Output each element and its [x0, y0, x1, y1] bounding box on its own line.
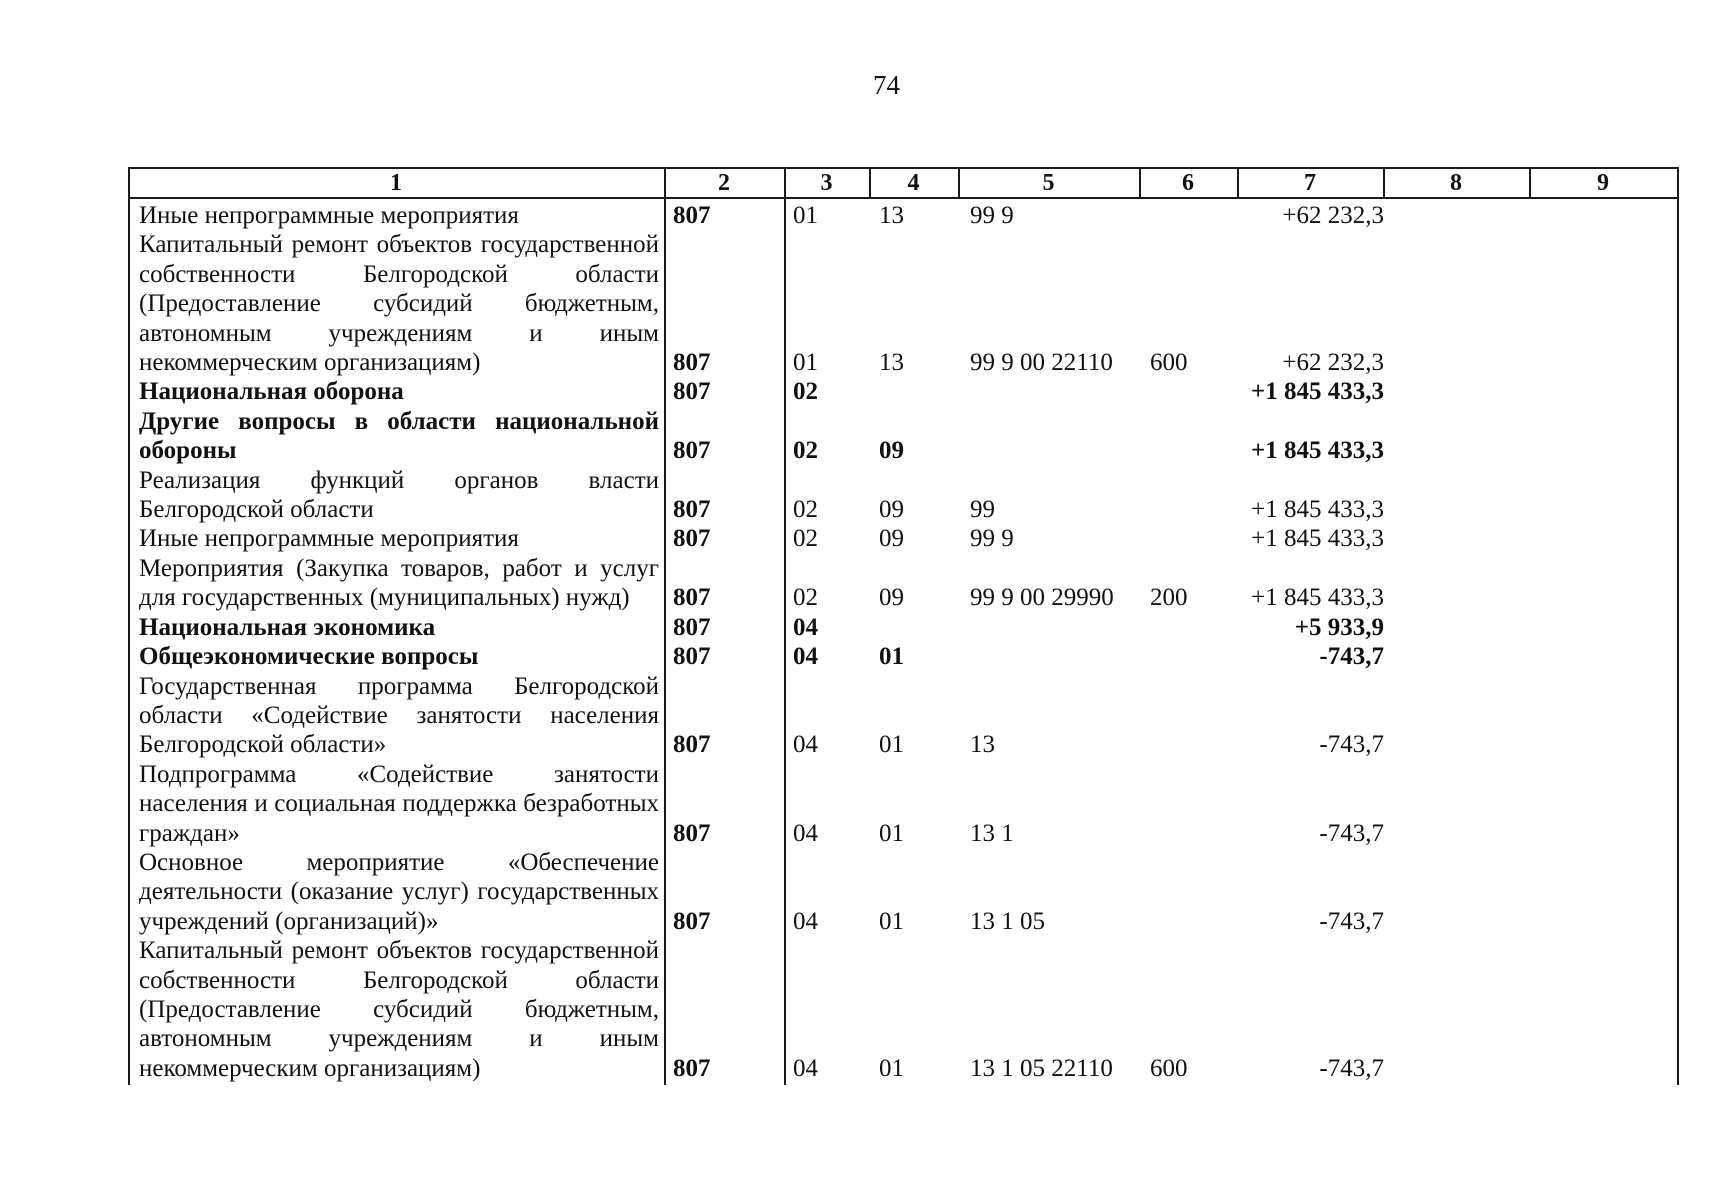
header-col-5: 5: [1042, 170, 1055, 196]
header-col-2: 2: [718, 170, 730, 196]
row-name: Национальная оборона: [139, 378, 404, 406]
row-target-article: 99: [970, 496, 995, 524]
row-code-807: 807: [673, 378, 711, 406]
row-amount: +1 845 433,3: [1251, 437, 1384, 465]
header-col-4: 4: [907, 170, 920, 196]
row-amount: +1 845 433,3: [1251, 584, 1384, 612]
row-section: 01: [793, 202, 818, 229]
table-body: [128, 201, 1679, 1083]
row-name: Реализация функций органов власти Белгородской области: [139, 466, 659, 524]
row-section: 04: [793, 643, 818, 671]
header-bottom-border: [128, 197, 1679, 199]
row-amount: +62 232,3: [1282, 349, 1384, 377]
table-row: [128, 613, 1679, 642]
row-expense-type: 600: [1150, 1054, 1188, 1082]
table-row: [128, 230, 1679, 377]
row-expense-type: 200: [1150, 584, 1188, 612]
table-row: [128, 201, 1679, 230]
row-section: 02: [793, 378, 818, 406]
row-amount: +1 845 433,3: [1251, 378, 1384, 406]
row-code-807: 807: [673, 437, 711, 465]
row-code-807: 807: [673, 349, 711, 377]
row-code-807: 807: [673, 819, 711, 847]
row-subsection: 01: [879, 819, 904, 847]
row-code-807: 807: [673, 584, 711, 612]
row-subsection: 09: [879, 525, 904, 553]
table-row: [128, 466, 1679, 525]
row-name: Капитальный ремонт объектов государственной собственности Белгородской области (Предоставление субсидий бюджетным, автономным учреждениям и иным некоммерческим организациям): [139, 231, 659, 377]
row-subsection: 01: [879, 643, 904, 671]
row-subsection: 09: [879, 437, 904, 465]
header-col-1: 1: [390, 170, 402, 196]
header-col-7: 7: [1304, 170, 1316, 196]
header-col-6: 6: [1182, 170, 1194, 196]
row-amount: -743,7: [1319, 731, 1384, 759]
table-row: [128, 377, 1679, 406]
row-name: Мероприятия (Закупка товаров, работ и услуг для государственных (муниципальных) нужд): [139, 554, 659, 612]
row-name: Иные непрограммные мероприятия: [139, 202, 519, 229]
row-code-807: 807: [673, 525, 711, 553]
row-section: 04: [793, 613, 818, 641]
table-row: [128, 760, 1679, 848]
table-row: [128, 407, 1679, 466]
row-target-article: 99 9: [970, 525, 1014, 553]
row-amount: -743,7: [1319, 907, 1384, 935]
row-section: 02: [793, 584, 818, 612]
budget-table: [128, 167, 1679, 1085]
row-section: 01: [793, 349, 818, 377]
table-row: [128, 554, 1679, 613]
row-amount: -743,7: [1319, 643, 1384, 671]
row-subsection: 09: [879, 584, 904, 612]
row-code-807: 807: [673, 613, 711, 641]
header-col-9: 9: [1597, 170, 1609, 196]
row-name: Государственная программа Белгородской области «Содействие занятости населения Белгородской области»: [139, 672, 659, 759]
table-row: [128, 642, 1679, 671]
page-number: 74: [873, 70, 900, 100]
row-expense-type: 600: [1150, 349, 1188, 377]
row-amount: +5 933,9: [1294, 613, 1384, 641]
row-target-article: 13 1: [970, 819, 1014, 847]
header-col-3: 3: [820, 170, 833, 196]
row-amount: -743,7: [1319, 819, 1384, 847]
row-target-article: 13 1 05: [970, 907, 1045, 935]
row-subsection: 13: [879, 349, 904, 377]
row-subsection: 13: [879, 202, 904, 229]
row-code-807: 807: [673, 731, 711, 759]
row-amount: +1 845 433,3: [1251, 496, 1384, 524]
row-target-article: 13 1 05 22110: [970, 1054, 1113, 1082]
row-name: Основное мероприятие «Обеспечение деятельности (оказание услуг) государственных учреждений (организаций)»: [139, 848, 659, 935]
row-name: Подпрограмма «Содействие занятости населения и социальная поддержка безработных граждан»: [139, 760, 659, 847]
row-code-807: 807: [673, 907, 711, 935]
row-subsection: 01: [879, 731, 904, 759]
row-target-article: 13: [970, 731, 995, 759]
row-name: Капитальный ремонт объектов государственной собственности Белгородской области (Предоставление субсидий бюджетным, автономным учреждениям и иным некоммерческим организациям): [139, 937, 659, 1082]
row-target-article: 99 9 00 22110: [970, 349, 1113, 377]
row-section: 04: [793, 819, 818, 847]
row-amount: +1 845 433,3: [1251, 525, 1384, 553]
row-code-807: 807: [673, 643, 711, 671]
row-target-article: 99 9: [970, 202, 1014, 229]
row-target-article: 99 9 00 29990: [970, 584, 1114, 612]
table-row: [128, 524, 1679, 553]
row-section: 04: [793, 1054, 818, 1082]
row-section: 04: [793, 907, 818, 935]
row-section: 02: [793, 437, 818, 465]
row-name: Общеэкономические вопросы: [139, 643, 479, 671]
row-amount: +62 232,3: [1282, 202, 1384, 229]
row-code-807: 807: [673, 496, 711, 524]
row-name: Национальная экономика: [139, 613, 436, 641]
row-name: Другие вопросы в области национальной обороны: [139, 407, 659, 465]
row-amount: -743,7: [1319, 1054, 1384, 1082]
row-section: 02: [793, 525, 818, 553]
row-code-807: 807: [673, 202, 711, 229]
header-col-8: 8: [1450, 170, 1462, 196]
row-section: 04: [793, 731, 818, 759]
row-subsection: 01: [879, 907, 904, 935]
row-name: Иные непрограммные мероприятия: [139, 525, 519, 553]
table-row: [128, 848, 1679, 936]
table-row: [128, 936, 1679, 1083]
table-row: [128, 672, 1679, 760]
row-code-807: 807: [673, 1054, 711, 1082]
row-subsection: 09: [879, 496, 904, 524]
row-subsection: 01: [879, 1054, 904, 1082]
row-section: 02: [793, 496, 818, 524]
